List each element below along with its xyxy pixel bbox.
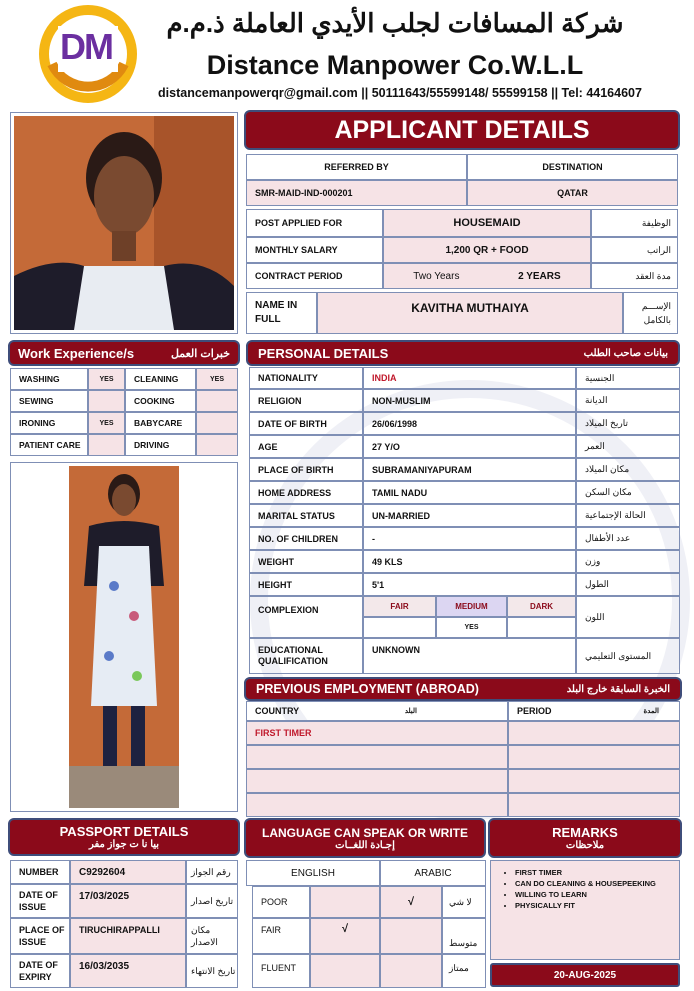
language-fair-arabic [380, 918, 442, 954]
personal-field-value: UN-MARRIED [363, 504, 576, 527]
personal-field-label: NATIONALITY [249, 367, 363, 389]
passport-place-arabic: مكان الاصدار [186, 918, 238, 954]
work-skill-label: BABYCARE [125, 412, 196, 434]
destination-label: DESTINATION [467, 154, 678, 180]
personal-field-label: WEIGHT [249, 550, 363, 573]
language-fluent-english [310, 954, 380, 988]
passport-title: PASSPORT DETAILS [59, 824, 189, 839]
complexion-dark-mark [507, 617, 576, 638]
language-fair-english: √ [310, 918, 380, 954]
referred-by-label: REFERRED BY [246, 154, 467, 180]
complexion-label: COMPLEXION [249, 596, 363, 638]
complexion-medium: MEDIUM [436, 596, 507, 617]
previous-period-cell [508, 769, 680, 793]
company-name: Distance Manpower Co.W.L.L [206, 50, 584, 80]
personal-field-value: 27 Y/O [363, 435, 576, 458]
previous-country-cell: FIRST TIMER [246, 721, 508, 745]
complexion-fair-mark [363, 617, 436, 638]
passport-header [8, 818, 240, 856]
personal-field-arabic: تاريخ الميلاد [576, 412, 680, 435]
remarks-item: • PHYSICALLY FIT [515, 900, 679, 911]
passport-issue-value: 17/03/2025 [70, 884, 186, 918]
work-skill-value [196, 390, 238, 412]
logo-letters: DM [60, 26, 112, 67]
personal-field-value: SUBRAMANIYAPURAM [363, 458, 576, 481]
personal-details-title-arabic: بيانات صاحب الطلب [583, 347, 668, 359]
personal-details-header [246, 340, 680, 366]
country-label: COUNTRY [255, 706, 300, 716]
personal-field-label: AGE [249, 435, 363, 458]
country-label-arabic: البلد [404, 708, 417, 715]
personal-field-arabic: مكان الميلاد [576, 458, 680, 481]
passport-title-arabic: بيا نا ت جواز مفر [88, 839, 160, 850]
personal-field-arabic: العمر [576, 435, 680, 458]
language-fair-arabic-label: متوسط [442, 918, 486, 954]
salary-arabic: الراتب [591, 237, 678, 263]
previous-country-cell [246, 769, 508, 793]
personal-field-label: NO. OF CHILDREN [249, 527, 363, 550]
language-fluent-arabic-label: ممتاز [442, 954, 486, 988]
language-title: LANGUAGE CAN SPEAK OR WRITE [261, 825, 468, 840]
work-skill-value [88, 390, 125, 412]
referred-by-value: SMR-MAID-IND-000201 [246, 180, 467, 206]
personal-field-value: 5'1 [363, 573, 576, 596]
personal-field-value: INDIA [363, 367, 576, 389]
work-skill-value: YES [88, 368, 125, 390]
previous-employment-title-arabic: الخبرة السابقة خارج البلد [566, 683, 670, 695]
applicant-details-title: APPLICANT DETAILS [334, 115, 590, 144]
personal-field-value: - [363, 527, 576, 550]
post-arabic: الوظيفة [591, 209, 678, 237]
personal-field-arabic: عدد الأطفال [576, 527, 680, 550]
post-value: HOUSEMAID [383, 209, 591, 237]
previous-period-cell [508, 793, 680, 817]
period-header-cell [508, 701, 680, 721]
company-logo [38, 4, 138, 104]
language-fair-label: FAIR [252, 918, 310, 954]
applicant-full-body-photo [69, 466, 179, 808]
education-value: UNKNOWN [363, 638, 576, 674]
language-title-arabic: إجـادة اللغــات [335, 839, 395, 851]
complexion-arabic: اللون [576, 596, 680, 638]
language-poor-arabic: √ [380, 886, 442, 918]
personal-details-title: PERSONAL DETAILS [258, 345, 389, 361]
education-label: EDUCATIONAL QUALIFICATION [249, 638, 363, 674]
work-skill-value: YES [196, 368, 238, 390]
work-skill-label: PATIENT CARE [10, 434, 88, 456]
personal-field-arabic: وزن [576, 550, 680, 573]
company-arabic-name: شركة المسافات لجلب الأيدي العاملة ذ.م.م [166, 8, 624, 38]
personal-field-arabic: الديانة [576, 389, 680, 412]
passport-place-label: PLACE OF ISSUE [10, 918, 70, 954]
language-poor-english [310, 886, 380, 918]
period-label-arabic: المدة [643, 708, 659, 715]
personal-field-arabic: مكان السكن [576, 481, 680, 504]
period-label: PERIOD [517, 706, 552, 716]
passport-number-arabic: رقم الجواز [186, 860, 238, 884]
salary-label: MONTHLY SALARY [246, 237, 383, 263]
language-poor-label: POOR [252, 886, 310, 918]
personal-field-value: NON-MUSLIM [363, 389, 576, 412]
name-value: KAVITHA MUTHAIYA [317, 292, 623, 334]
contract-arabic: مدة العقد [591, 263, 678, 289]
language-poor-arabic-label: لا شي [442, 886, 486, 918]
personal-field-value: 26/06/1998 [363, 412, 576, 435]
passport-issue-arabic: تاريخ اصدار [186, 884, 238, 918]
remarks-item: • CAN DO CLEANING & HOUSEPEEKING [515, 878, 679, 889]
work-skill-value [196, 434, 238, 456]
contract-value-row [383, 263, 591, 289]
remarks-date-bar [490, 963, 680, 987]
personal-field-label: DATE OF BIRTH [249, 412, 363, 435]
remarks-title: REMARKS [552, 825, 618, 840]
work-skill-value [88, 434, 125, 456]
passport-place-value: TIRUCHIRAPPALLI [70, 918, 186, 954]
language-header [244, 818, 486, 858]
complexion-medium-mark: YES [436, 617, 507, 638]
personal-field-label: MARITAL STATUS [249, 504, 363, 527]
previous-period-cell [508, 745, 680, 769]
language-fluent-arabic [380, 954, 442, 988]
work-skill-label: SEWING [10, 390, 88, 412]
work-skill-label: WASHING [10, 368, 88, 390]
personal-field-label: RELIGION [249, 389, 363, 412]
work-experience-title-arabic: خبرات العمل [170, 347, 230, 360]
passport-expiry-value: 16/03/2035 [70, 954, 186, 988]
salary-value: 1,200 QR + FOOD [383, 237, 591, 263]
previous-country-cell [246, 793, 508, 817]
language-english-header: ENGLISH [246, 860, 380, 886]
contract-label: CONTRACT PERIOD [246, 263, 383, 289]
remarks-list [515, 867, 679, 911]
previous-country-cell [246, 745, 508, 769]
complexion-dark: DARK [507, 596, 576, 617]
previous-period-cell [508, 721, 680, 745]
contract-value-years: 2 YEARS [518, 270, 561, 282]
complexion-fair: FAIR [363, 596, 436, 617]
personal-field-arabic: الجنسية [576, 367, 680, 389]
remarks-date: 20-AUG-2025 [553, 969, 617, 981]
language-fluent-label: FLUENT [252, 954, 310, 988]
passport-expiry-label: DATE OF EXPIRY [10, 954, 70, 988]
previous-employment-title: PREVIOUS EMPLOYMENT (ABROAD) [256, 682, 479, 696]
personal-field-label: PLACE OF BIRTH [249, 458, 363, 481]
personal-field-value: 49 KLS [363, 550, 576, 573]
applicant-details-header [244, 110, 680, 150]
passport-expiry-arabic: تاريخ الانتهاء [186, 954, 238, 988]
work-skill-value [196, 412, 238, 434]
passport-number-label: NUMBER [10, 860, 70, 884]
post-label: POST APPLIED FOR [246, 209, 383, 237]
work-skill-label: CLEANING [125, 368, 196, 390]
work-skill-label: IRONING [10, 412, 88, 434]
personal-field-label: HEIGHT [249, 573, 363, 596]
work-experience-header [8, 340, 240, 366]
passport-issue-label: DATE OF ISSUE [10, 884, 70, 918]
previous-employment-header [244, 677, 682, 701]
name-label: NAME IN FULL [246, 292, 317, 334]
company-contact: distancemanpowerqr@gmail.com || 50111643/55599148/ 55599158 || Tel: 44164607 [158, 86, 642, 100]
destination-value: QATAR [467, 180, 678, 206]
country-header-cell [246, 701, 508, 721]
remarks-box [490, 860, 680, 960]
work-experience-title: Work Experience/s [18, 345, 135, 361]
personal-field-arabic: الحالة الإجتماعية [576, 504, 680, 527]
work-skill-label: COOKING [125, 390, 196, 412]
personal-field-label: HOME ADDRESS [249, 481, 363, 504]
name-arabic: الإســـم بالكامل [623, 292, 678, 334]
passport-number-value: C9292604 [70, 860, 186, 884]
contract-value-text: Two Years [413, 270, 460, 282]
work-skill-value: YES [88, 412, 125, 434]
education-arabic: المستوى التعليمي [576, 638, 680, 674]
personal-field-arabic: الطول [576, 573, 680, 596]
remarks-header [488, 818, 682, 858]
personal-field-value: TAMIL NADU [363, 481, 576, 504]
work-skill-label: DRIVING [125, 434, 196, 456]
applicant-portrait-photo [14, 116, 234, 330]
remarks-title-arabic: ملاحظات [565, 840, 605, 851]
remarks-item: • WILLING TO LEARN [515, 889, 679, 900]
remarks-item: • FIRST TIMER [515, 867, 679, 878]
language-arabic-header: ARABIC [380, 860, 486, 886]
